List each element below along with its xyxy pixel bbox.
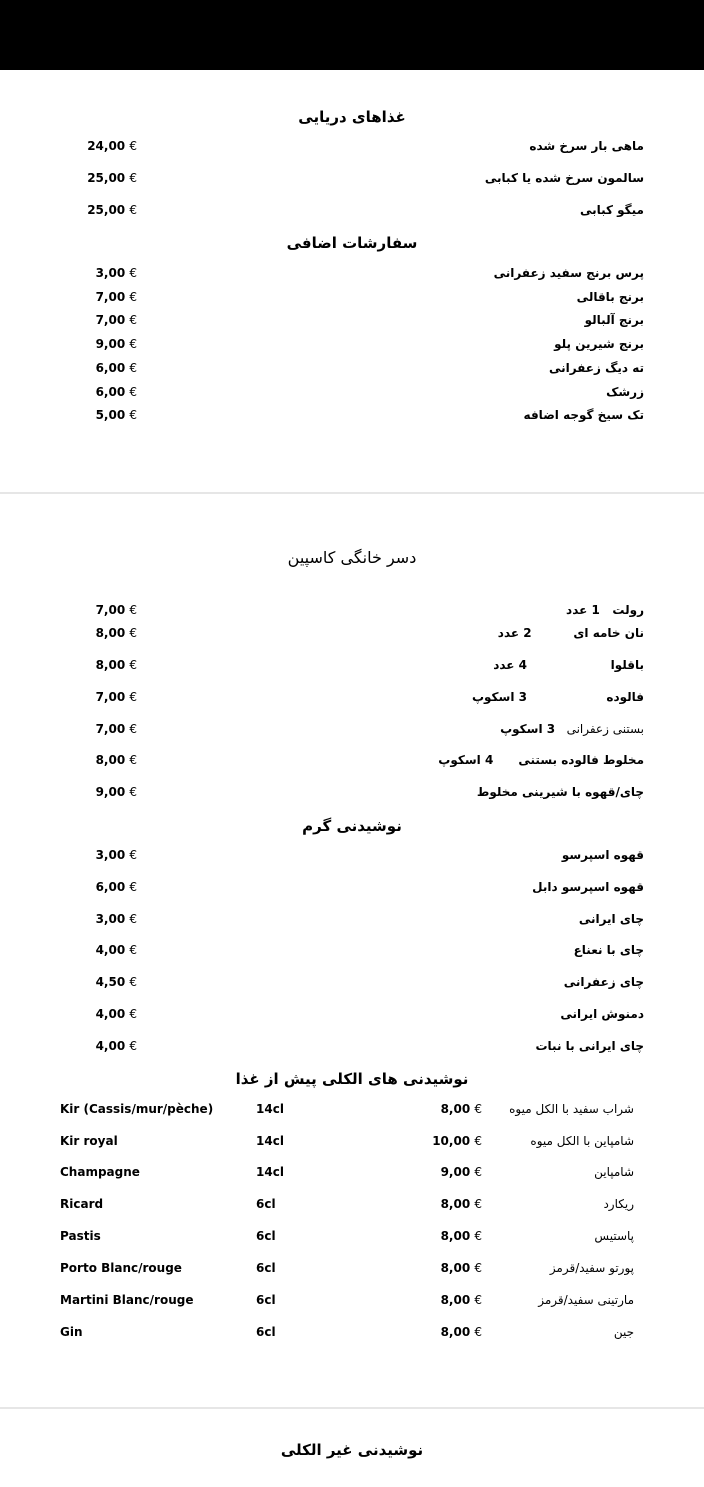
aperitif-row — [0, 1132, 704, 1150]
item-volume: 14cl — [256, 1165, 284, 1179]
item-price: 3,00 € — [95, 266, 137, 280]
item-name-fr: Champagne — [60, 1165, 140, 1179]
menu-item-row — [0, 201, 704, 219]
item-name-fr: Gin — [60, 1325, 83, 1339]
item-name-fr: Porto Blanc/rouge — [60, 1261, 182, 1275]
item-name: قهوه اسپرسو دابل — [532, 880, 644, 894]
menu-item-row — [0, 288, 704, 306]
item-name: زرشک — [606, 385, 644, 399]
item-price: 8,00 € — [440, 1325, 482, 1339]
seafood-heading: غذاهای دریایی — [298, 108, 406, 126]
item-price: 7,00 € — [95, 313, 137, 327]
item-name: نان خامه ای 2 عدد — [497, 626, 644, 640]
item-volume: 14cl — [256, 1134, 284, 1148]
item-name-fr: Kir royal — [60, 1134, 118, 1148]
item-name-fa: شامپاین با الکل میوه — [530, 1134, 634, 1148]
item-name-fr: Kir (Cassis/mur/pèche) — [60, 1102, 214, 1116]
item-name-fr: Ricard — [60, 1197, 104, 1211]
item-price: 8,00 € — [95, 753, 137, 767]
menu-item-row — [0, 359, 704, 377]
menu-item-row — [0, 624, 704, 642]
desserts-heading: دسر خانگی کاسپین — [287, 548, 417, 567]
menu-item-row — [0, 783, 704, 801]
item-name: قهوه اسپرسو — [561, 848, 644, 862]
item-price: 6,00 € — [95, 361, 137, 375]
menu-item-row — [0, 169, 704, 187]
item-name-fr: Pastis — [60, 1229, 101, 1243]
item-name: دمنوش ایرانی — [560, 1007, 644, 1021]
aperitif-row — [0, 1227, 704, 1245]
item-name: برنج آلبالو — [584, 313, 644, 327]
item-name: برنج شیرین پلو — [554, 337, 644, 351]
item-price: 3,00 € — [95, 848, 137, 862]
item-price: 6,00 € — [95, 385, 137, 399]
item-name: ماهی بار سرخ شده — [529, 139, 644, 153]
item-price: 6,00 € — [95, 880, 137, 894]
aperitifs-heading: نوشیدنی های الکلی پیش از غذا — [235, 1070, 469, 1088]
extras-heading: سفارشات اضافی — [286, 234, 418, 252]
item-name-fa: پورتو سفید/قرمز — [549, 1261, 634, 1275]
item-price: 8,00 € — [95, 658, 137, 672]
item-volume: 6cl — [256, 1293, 276, 1307]
item-name-fa: پاستیس — [594, 1229, 634, 1243]
item-name-fa: شامپاین — [594, 1165, 634, 1179]
menu-item-row — [0, 335, 704, 353]
menu-item-row — [0, 720, 704, 738]
item-price: 7,00 € — [95, 722, 137, 736]
item-name: بستنی زعفرانی 3 اسکوپ — [500, 722, 644, 736]
item-price: 8,00 € — [440, 1293, 482, 1307]
item-price: 4,00 € — [95, 1007, 137, 1021]
page-divider — [0, 492, 704, 494]
item-name-fa: شراب سفید با الکل میوه — [509, 1102, 634, 1116]
aperitif-row — [0, 1323, 704, 1341]
item-price: 4,00 € — [95, 1039, 137, 1053]
item-name: تک سیخ گوجه اضافه — [523, 408, 644, 422]
page-divider — [0, 1407, 704, 1409]
menu-item-row — [0, 688, 704, 706]
item-name-fr: Martini Blanc/rouge — [60, 1293, 194, 1307]
menu-item-row — [0, 311, 704, 329]
aperitif-row — [0, 1259, 704, 1277]
item-price: 8,00 € — [440, 1102, 482, 1116]
menu-item-row — [0, 1005, 704, 1023]
item-name: فالوده 3 اسکوپ — [471, 690, 644, 704]
item-name: میگو کبابی — [579, 203, 644, 217]
item-name-fa: مارتینی سفید/قرمز — [538, 1293, 634, 1307]
item-name: ته دیگ زعفرانی — [548, 361, 644, 375]
menu-item-row — [0, 751, 704, 769]
menu-item-row — [0, 910, 704, 928]
menu-item-row — [0, 383, 704, 401]
item-price: 9,00 € — [95, 337, 137, 351]
item-price: 7,00 € — [95, 603, 137, 617]
item-name: باقلوا 4 عدد — [493, 658, 644, 672]
item-price: 24,00 € — [87, 139, 137, 153]
item-name: چای ایرانی با نبات — [535, 1039, 644, 1053]
item-name: چای/قهوه با شیرینی مخلوط — [476, 785, 644, 799]
item-price: 8,00 € — [440, 1261, 482, 1275]
item-price: 4,50 € — [95, 975, 137, 989]
menu-item-row — [0, 846, 704, 864]
item-price: 9,00 € — [95, 785, 137, 799]
menu-item-row — [0, 264, 704, 282]
item-price: 9,00 € — [440, 1165, 482, 1179]
item-price: 8,00 € — [440, 1229, 482, 1243]
aperitif-row — [0, 1195, 704, 1213]
item-name-fa: جین — [613, 1325, 634, 1339]
item-price: 3,00 € — [95, 912, 137, 926]
aperitif-row — [0, 1291, 704, 1309]
item-volume: 6cl — [256, 1229, 276, 1243]
item-price: 8,00 € — [440, 1197, 482, 1211]
item-volume: 6cl — [256, 1325, 276, 1339]
item-name: چای ایرانی — [578, 912, 644, 926]
menu-item-row — [0, 1037, 704, 1055]
item-name: رولت 1 عدد — [566, 603, 644, 617]
aperitif-row — [0, 1100, 704, 1118]
item-volume: 14cl — [256, 1102, 284, 1116]
menu-item-row — [0, 137, 704, 155]
soft-drinks-heading: نوشیدنی غیر الکلی — [280, 1441, 424, 1459]
item-name: برنج باقالی — [576, 290, 644, 304]
menu-item-row — [0, 878, 704, 896]
top-black-bar — [0, 0, 704, 70]
item-volume: 6cl — [256, 1197, 276, 1211]
item-price: 5,00 € — [95, 408, 137, 422]
item-volume: 6cl — [256, 1261, 276, 1275]
hot-drinks-heading: نوشیدنی گرم — [302, 817, 402, 835]
menu-item-row — [0, 406, 704, 424]
item-price: 25,00 € — [87, 171, 137, 185]
item-price: 7,00 € — [95, 690, 137, 704]
item-price: 4,00 € — [95, 943, 137, 957]
menu-item-row — [0, 941, 704, 959]
item-name: پرس برنج سفید زعفرانی — [493, 266, 644, 280]
item-name-fa: ریکارد — [603, 1197, 634, 1211]
item-name: چای زعفرانی — [563, 975, 644, 989]
aperitif-row — [0, 1163, 704, 1181]
item-name: چای با نعناع — [573, 943, 644, 957]
menu-item-row — [0, 601, 704, 619]
item-price: 8,00 € — [95, 626, 137, 640]
item-name: سالمون سرخ شده یا کبابی — [484, 171, 644, 185]
menu-item-row — [0, 973, 704, 991]
menu-item-row — [0, 656, 704, 674]
item-price: 10,00 € — [432, 1134, 482, 1148]
item-price: 7,00 € — [95, 290, 137, 304]
item-name: مخلوط فالوده بستنی 4 اسکوپ — [438, 753, 644, 767]
item-price: 25,00 € — [87, 203, 137, 217]
